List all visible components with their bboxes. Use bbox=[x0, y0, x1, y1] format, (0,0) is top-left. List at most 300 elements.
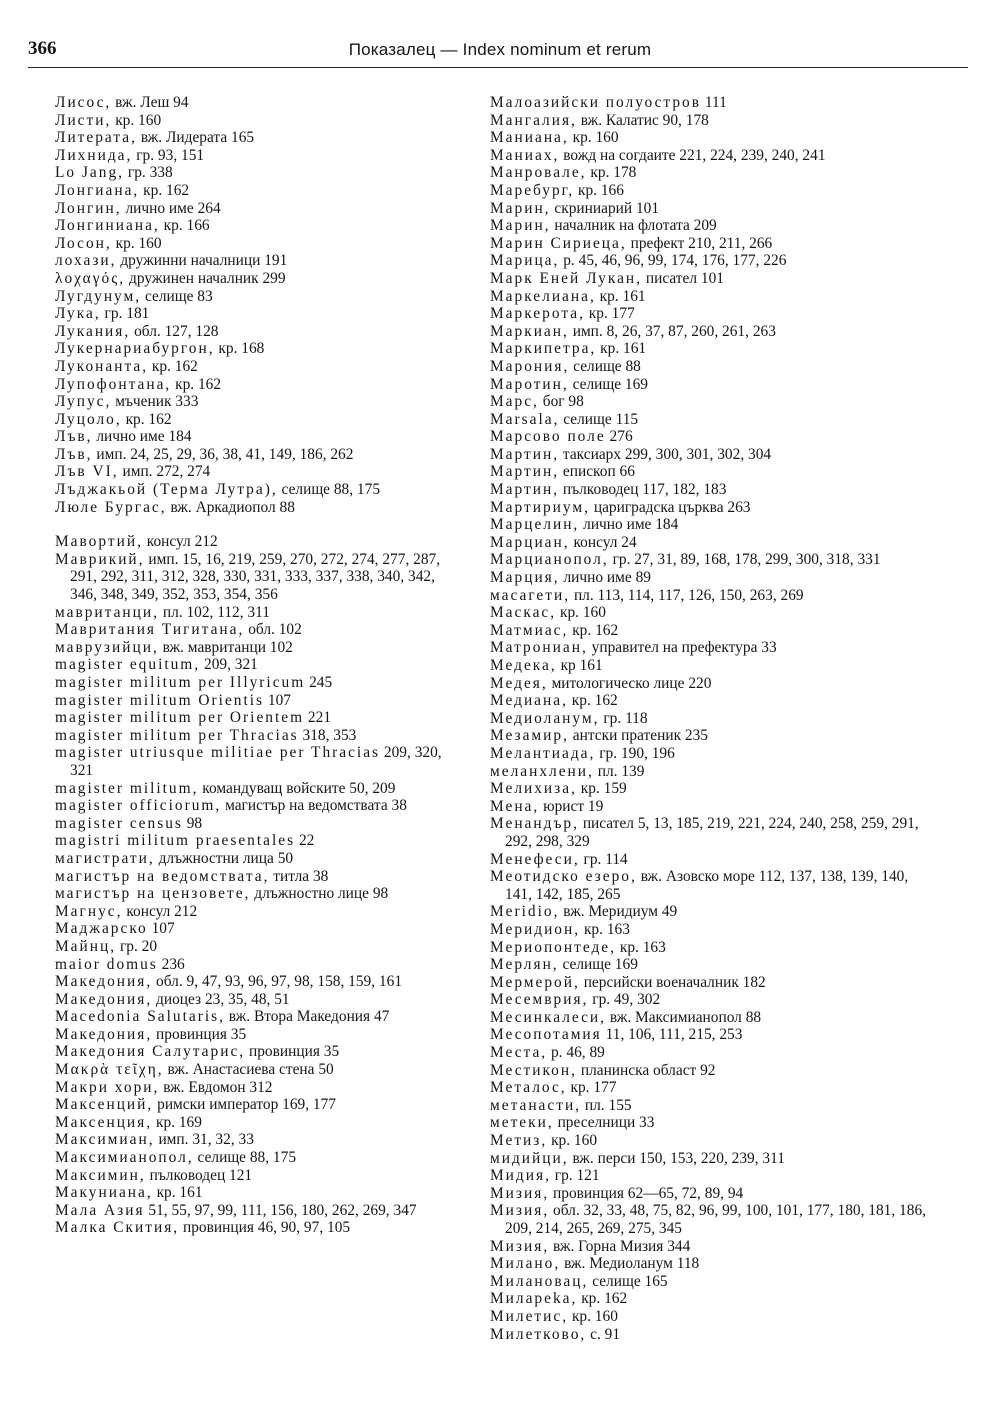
entry-headword: магистър на цензовете, bbox=[55, 885, 251, 903]
entry-headword: Метиз, bbox=[490, 1132, 548, 1150]
entry-headword: Μακρὰ τεῖχη, bbox=[55, 1061, 164, 1079]
entry-headword: λοχαγός, bbox=[55, 269, 126, 287]
index-entry bbox=[55, 832, 465, 850]
index-entry bbox=[490, 657, 928, 675]
entry-references: юрист 19 bbox=[543, 797, 604, 815]
entry-references: преселници 33 bbox=[557, 1114, 655, 1132]
entry-references: селище 169 bbox=[572, 375, 648, 393]
entry-references: управител на префектура 33 bbox=[591, 639, 777, 657]
index-entry bbox=[55, 973, 465, 991]
index-entry bbox=[55, 1202, 465, 1220]
entry-references: пълководец 121 bbox=[149, 1166, 253, 1184]
entry-headword: меланхлени, bbox=[490, 762, 594, 780]
entry-headword: Майнц, bbox=[55, 937, 117, 955]
entry-headword: Марк Еней Лукан, bbox=[490, 269, 642, 287]
index-entry bbox=[490, 164, 928, 182]
entry-headword: Мидия, bbox=[490, 1167, 551, 1185]
entry-headword: magister equitum, bbox=[55, 656, 201, 674]
entry-headword: Мерлян, bbox=[490, 956, 559, 974]
index-entry bbox=[55, 164, 465, 182]
index-entry bbox=[55, 200, 465, 218]
entry-headword: Мизия, bbox=[490, 1184, 550, 1202]
index-entry bbox=[490, 851, 928, 869]
entry-references: антски пратеник 235 bbox=[572, 727, 708, 745]
index-entry bbox=[490, 622, 928, 640]
entry-headword: Милетис, bbox=[490, 1307, 569, 1325]
entry-headword: Матрониан, bbox=[490, 639, 588, 657]
entry-headword: Марцианопол, bbox=[490, 551, 609, 569]
entry-references: 107 bbox=[267, 691, 291, 709]
index-entry bbox=[490, 956, 928, 974]
entry-headword: Lo Jang, bbox=[55, 164, 125, 182]
entry-references: планинска област 92 bbox=[580, 1061, 716, 1079]
entry-headword: масагети, bbox=[490, 586, 571, 604]
page-number: 366 bbox=[28, 38, 57, 59]
entry-headword: Месемврия, bbox=[490, 991, 589, 1009]
index-entry bbox=[490, 1308, 928, 1326]
index-entry bbox=[490, 1202, 928, 1237]
index-entry bbox=[490, 376, 928, 394]
entry-references: префект 210, 211, 266 bbox=[630, 234, 773, 252]
index-entry bbox=[55, 182, 465, 200]
index-entry bbox=[490, 235, 928, 253]
entry-references: гр. 190, 196 bbox=[599, 744, 675, 762]
entry-headword: Местикон, bbox=[490, 1061, 577, 1079]
entry-headword: Марин, bbox=[490, 217, 551, 235]
entry-references: пл. 139 bbox=[597, 762, 645, 780]
entry-headword: Лукернариабургон, bbox=[55, 340, 215, 358]
entry-headword: Лонгин, bbox=[55, 199, 122, 217]
entry-headword: Максенций, bbox=[55, 1096, 154, 1114]
index-entry bbox=[55, 411, 465, 429]
entry-references: лично име 264 bbox=[125, 199, 221, 217]
entry-references: вж. Калатис 90, 178 bbox=[580, 111, 709, 129]
entry-references: 11, 106, 111, 215, 253 bbox=[605, 1026, 743, 1044]
entry-references: вж. Меридиум 49 bbox=[563, 903, 678, 921]
index-entry bbox=[490, 903, 928, 921]
entry-references: титла 38 bbox=[273, 867, 329, 885]
entry-references: таксиарх 299, 300, 301, 302, 304 bbox=[562, 445, 772, 463]
entry-references: командуващ войските 50, 209 bbox=[202, 779, 396, 797]
entry-headword: Луконанта, bbox=[55, 357, 149, 375]
index-entry bbox=[55, 94, 465, 112]
entry-headword: Маниах, bbox=[490, 146, 560, 164]
entry-references: римски император 169, 177 bbox=[157, 1096, 336, 1114]
index-entry bbox=[55, 604, 465, 622]
entry-headword: maior domus bbox=[55, 955, 158, 973]
entry-references: имп. 15, 16, 219, 259, 270, 272, 274, 277, 287, 291, 292, 311, 312, 328, 330, 331, 333, 337, 338, 340, 342, 346, 348, 349, 352, 353, 354, 356 bbox=[70, 550, 441, 604]
entry-headword: Мизия, bbox=[490, 1202, 550, 1220]
entry-references: гр. 181 bbox=[104, 305, 150, 323]
index-entry bbox=[490, 463, 928, 481]
entry-headword: Македония, bbox=[55, 1025, 153, 1043]
entry-references: кр. 162 bbox=[581, 1290, 628, 1308]
entry-references: имп. 24, 25, 29, 36, 38, 41, 149, 186, 262 bbox=[96, 445, 354, 463]
index-entry bbox=[490, 587, 928, 605]
entry-headword: маврузийци, bbox=[55, 638, 159, 656]
entry-headword: Лонгиниана, bbox=[55, 217, 160, 235]
index-entry bbox=[490, 428, 928, 446]
entry-references: 209, 320, 321 bbox=[70, 744, 442, 779]
entry-references: селище 88, 175 bbox=[281, 481, 381, 499]
index-entry bbox=[490, 798, 928, 816]
index-entry bbox=[490, 1326, 928, 1344]
index-entry bbox=[490, 569, 928, 587]
entry-references: вж. Медиоланум 118 bbox=[564, 1255, 700, 1273]
entry-references: писател 5, 13, 185, 219, 221, 224, 240, 258, 259, 291, 292, 298, 329 bbox=[505, 815, 919, 850]
entry-references: гр. 338 bbox=[127, 164, 173, 182]
entry-references: селище 88 bbox=[573, 357, 641, 375]
entry-headword: magistri militum praesentales bbox=[55, 832, 296, 850]
index-entry bbox=[55, 674, 465, 692]
entry-headword: Маркелиана, bbox=[490, 287, 596, 305]
index-entry bbox=[55, 147, 465, 165]
entry-headword: Милановац, bbox=[490, 1272, 589, 1290]
index-entry bbox=[55, 991, 465, 1009]
entry-references: кр. 162 bbox=[151, 357, 198, 375]
index-entry bbox=[490, 727, 928, 745]
index-entry bbox=[55, 288, 465, 306]
entry-references: вж. Горна Мизия 344 bbox=[553, 1237, 691, 1255]
entry-headword: Лугдунум, bbox=[55, 287, 142, 305]
index-entry bbox=[490, 499, 928, 517]
entry-headword: Мена, bbox=[490, 797, 540, 815]
entry-headword: Марцелин, bbox=[490, 516, 580, 534]
index-entry bbox=[55, 1026, 465, 1044]
entry-references: кр. 160 bbox=[115, 234, 162, 252]
index-entry bbox=[490, 94, 928, 112]
index-entry bbox=[490, 305, 928, 323]
entry-references: кр. 177 bbox=[570, 1079, 617, 1097]
index-entry bbox=[55, 1184, 465, 1202]
index-entry bbox=[490, 217, 928, 235]
entry-references: кр. 160 bbox=[115, 111, 162, 129]
entry-references: р. 45, 46, 96, 99, 174, 176, 177, 226 bbox=[563, 252, 787, 270]
entry-headword: Металос, bbox=[490, 1079, 567, 1097]
entry-headword: Meridio, bbox=[490, 903, 560, 921]
entry-headword: Месопотамия bbox=[490, 1026, 602, 1044]
entry-references: 51, 55, 97, 99, 111, 156, 180, 262, 269, 347 bbox=[148, 1201, 417, 1219]
entry-headword: Максимин, bbox=[55, 1166, 146, 1184]
index-entry bbox=[490, 1026, 928, 1044]
entry-headword: Места, bbox=[490, 1044, 548, 1062]
index-entry bbox=[55, 885, 465, 903]
entry-headword: Мангалия, bbox=[490, 111, 577, 129]
entry-references: селище 165 bbox=[592, 1272, 668, 1290]
index-entry bbox=[55, 1114, 465, 1132]
entry-references: гр. 27, 31, 89, 168, 178, 299, 300, 318, 331 bbox=[612, 551, 881, 569]
index-entry bbox=[490, 991, 928, 1009]
entry-references: вж. Анастасиева стена 50 bbox=[167, 1061, 334, 1079]
entry-headword: Лука, bbox=[55, 305, 101, 323]
entry-headword: Макри хори, bbox=[55, 1078, 160, 1096]
entry-references: 107 bbox=[151, 920, 175, 938]
entry-headword: Милареka, bbox=[490, 1290, 578, 1308]
index-entry bbox=[55, 358, 465, 376]
entry-headword: Манровале, bbox=[490, 164, 587, 182]
entry-headword: Маджарско bbox=[55, 920, 148, 938]
entry-references: персийски военачалник 182 bbox=[583, 973, 766, 991]
entry-references: р. 46, 89 bbox=[550, 1044, 605, 1062]
index-entry bbox=[490, 1114, 928, 1132]
index-entry bbox=[55, 744, 465, 779]
entry-references: селище 83 bbox=[145, 287, 213, 305]
entry-references: кр. 162 bbox=[125, 410, 172, 428]
entry-references: кр. 160 bbox=[559, 604, 606, 622]
entry-headword: Марция, bbox=[490, 569, 560, 587]
entry-headword: Macedonia Salutaris, bbox=[55, 1008, 225, 1026]
index-entry bbox=[55, 1219, 465, 1237]
entry-headword: Меотидско езеро, bbox=[490, 868, 637, 886]
index-entry bbox=[55, 340, 465, 358]
entry-references: 236 bbox=[161, 955, 185, 973]
entry-headword: Мелихиза, bbox=[490, 780, 577, 798]
index-entry bbox=[490, 112, 928, 130]
entry-headword: Магнус, bbox=[55, 902, 123, 920]
index-entry bbox=[490, 340, 928, 358]
header-rule bbox=[28, 67, 968, 68]
index-entry bbox=[55, 428, 465, 446]
entry-references: писател 101 bbox=[645, 269, 724, 287]
entry-references: кр. 160 bbox=[571, 1307, 618, 1325]
entry-references: гр. 118 bbox=[603, 709, 648, 727]
index-entry bbox=[490, 1044, 928, 1062]
entry-headword: Максимианопол, bbox=[55, 1149, 194, 1167]
entry-references: 98 bbox=[186, 814, 203, 832]
entry-headword: Марония, bbox=[490, 357, 570, 375]
entry-references: вж. Евдомон 312 bbox=[163, 1078, 273, 1096]
entry-headword: Литерата, bbox=[55, 129, 137, 147]
entry-references: консул 212 bbox=[146, 533, 218, 551]
entry-headword: Лъв, bbox=[55, 445, 93, 463]
entry-references: вж. Лидерата 165 bbox=[140, 129, 255, 147]
entry-headword: Маребург, bbox=[490, 181, 575, 199]
entry-references: пълководец 117, 182, 183 bbox=[562, 481, 727, 499]
entry-headword: метанасти, bbox=[490, 1096, 582, 1114]
entry-references: кр. 161 bbox=[600, 340, 647, 358]
entry-headword: Менефеси, bbox=[490, 850, 580, 868]
index-entry bbox=[55, 797, 465, 815]
entry-references: длъжностни лица 50 bbox=[158, 849, 294, 867]
entry-references: консул 212 bbox=[126, 902, 198, 920]
entry-headword: Марсово поле bbox=[490, 428, 606, 446]
entry-references: обл. 102 bbox=[248, 621, 302, 639]
entry-references: кр. 162 bbox=[143, 181, 190, 199]
entry-headword: Листи, bbox=[55, 111, 112, 129]
index-entry bbox=[55, 499, 465, 517]
entry-references: кр. 166 bbox=[577, 181, 624, 199]
entry-references: селище 88, 175 bbox=[197, 1149, 297, 1167]
entry-headword: Мизия, bbox=[490, 1237, 550, 1255]
entry-references: провинция 35 bbox=[249, 1043, 340, 1061]
index-entry bbox=[490, 868, 928, 903]
index-entry bbox=[490, 974, 928, 992]
entry-references: вж. Азовско море 112, 137, 138, 139, 140, 141, 142, 185, 265 bbox=[505, 868, 909, 903]
entry-headword: Маркиан, bbox=[490, 322, 569, 340]
entry-references: началник на флотата 209 bbox=[554, 217, 717, 235]
entry-headword: Мала Азия bbox=[55, 1201, 145, 1219]
entry-references: 276 bbox=[609, 428, 633, 446]
index-entry bbox=[55, 727, 465, 745]
index-entry bbox=[55, 656, 465, 674]
entry-headword: Македония, bbox=[55, 990, 153, 1008]
entry-references: вожд на согдаите 221, 224, 239, 240, 241 bbox=[563, 146, 826, 164]
index-entry bbox=[55, 393, 465, 411]
index-entry bbox=[490, 939, 928, 957]
entry-headword: Макуниана, bbox=[55, 1184, 153, 1202]
entry-references: 245 bbox=[309, 674, 333, 691]
entry-headword: Марциан, bbox=[490, 533, 570, 551]
entry-headword: Малка Скития, bbox=[55, 1219, 180, 1237]
entry-references: провинция 35 bbox=[156, 1025, 247, 1043]
entry-references: диоцез 23, 35, 48, 51 bbox=[156, 990, 290, 1008]
index-entry bbox=[55, 920, 465, 938]
entry-headword: Менандър, bbox=[490, 815, 579, 833]
entry-headword: magister militum, bbox=[55, 779, 199, 797]
entry-references: 221 bbox=[307, 709, 332, 727]
index-entry bbox=[490, 252, 928, 270]
entry-headword: Матмиас, bbox=[490, 621, 569, 639]
entry-headword: Мартин, bbox=[490, 463, 560, 481]
index-entry bbox=[490, 604, 928, 622]
entry-headword: Меридион, bbox=[490, 920, 581, 938]
entry-references: 318, 353 bbox=[302, 726, 357, 744]
entry-headword: Мартириум, bbox=[490, 498, 590, 516]
entry-headword: Марин, bbox=[490, 199, 551, 217]
entry-references: кр. 162 bbox=[175, 375, 222, 393]
index-entry bbox=[55, 376, 465, 394]
entry-references: селище 169 bbox=[562, 956, 638, 974]
index-entry bbox=[55, 815, 465, 833]
index-entry bbox=[490, 1150, 928, 1168]
index-entry bbox=[55, 270, 465, 288]
index-entry bbox=[490, 534, 928, 552]
entry-headword: Марс, bbox=[490, 393, 539, 411]
entry-references: селище 115 bbox=[563, 410, 639, 428]
index-entry bbox=[490, 1167, 928, 1185]
entry-references: бог 98 bbox=[542, 393, 584, 411]
index-entry bbox=[490, 1132, 928, 1150]
entry-references: кр. 162 bbox=[571, 692, 618, 710]
entry-headword: Мартин, bbox=[490, 445, 560, 463]
entry-references: гр. 49, 302 bbox=[592, 991, 661, 1009]
entry-headword: Лосон, bbox=[55, 234, 112, 252]
index-entry bbox=[55, 621, 465, 639]
index-entry bbox=[55, 780, 465, 798]
entry-headword: magister officiorum, bbox=[55, 797, 222, 815]
index-entry bbox=[490, 147, 928, 165]
entry-headword: Медиоланум, bbox=[490, 709, 600, 727]
entry-headword: Месинкалеси, bbox=[490, 1008, 607, 1026]
entry-references: 209, 321 bbox=[204, 656, 258, 674]
index-entry bbox=[55, 129, 465, 147]
entry-references: вж. Максимианопол 88 bbox=[609, 1008, 762, 1026]
index-entry bbox=[490, 780, 928, 798]
entry-headword: мавританци, bbox=[55, 603, 159, 621]
entry-headword: magister census bbox=[55, 814, 183, 832]
entry-references: пл. 113, 114, 117, 126, 150, 263, 269 bbox=[573, 586, 804, 604]
index-entry bbox=[490, 710, 928, 728]
entry-references: имп. 8, 26, 37, 87, 260, 261, 263 bbox=[572, 322, 776, 340]
entry-headword: Мезамир, bbox=[490, 727, 569, 745]
index-entry bbox=[55, 868, 465, 886]
entry-references: обл. 9, 47, 93, 96, 97, 98, 158, 159, 161 bbox=[156, 973, 403, 991]
index-entry bbox=[490, 358, 928, 376]
entry-headword: Медека, bbox=[490, 657, 557, 674]
entry-headword: Мериопонтеде, bbox=[490, 938, 616, 956]
entry-headword: Marsala, bbox=[490, 410, 560, 428]
index-entry bbox=[55, 235, 465, 253]
index-entry bbox=[490, 675, 928, 693]
index-entry bbox=[490, 1062, 928, 1080]
entry-headword: Лонгиана, bbox=[55, 181, 140, 199]
index-entry bbox=[490, 1238, 928, 1256]
entry-references: дружинен началник 299 bbox=[129, 269, 286, 287]
index-entry bbox=[490, 1290, 928, 1308]
entry-references: имп. 272, 274 bbox=[122, 463, 211, 481]
entry-headword: Лупофонтана, bbox=[55, 375, 172, 393]
index-entry bbox=[55, 1079, 465, 1097]
entry-references: мъченик 333 bbox=[115, 393, 199, 411]
entry-headword: метеки, bbox=[490, 1114, 554, 1132]
entry-references: гр. 121 bbox=[554, 1167, 600, 1185]
entry-headword: magister militum per Thracias bbox=[55, 726, 299, 744]
entry-references: пл. 102, 112, 311 bbox=[162, 603, 270, 621]
index-entry bbox=[55, 217, 465, 235]
index-entry bbox=[490, 129, 928, 147]
index-entry bbox=[55, 639, 465, 657]
entry-references: епископ 66 bbox=[562, 463, 635, 481]
entry-references: скриниарий 101 bbox=[554, 199, 660, 217]
index-entry bbox=[490, 1097, 928, 1115]
index-entry bbox=[490, 815, 928, 850]
entry-references: кр. 160 bbox=[572, 129, 619, 147]
entry-references: длъжностно лице 98 bbox=[254, 885, 389, 903]
entry-headword: Марица, bbox=[490, 252, 560, 270]
entry-headword: Мелантиада, bbox=[490, 744, 596, 762]
entry-headword: Македония, bbox=[55, 973, 153, 991]
entry-headword: magister utriusque militiae per Thracias bbox=[55, 744, 381, 762]
index-column-right bbox=[490, 94, 928, 1343]
entry-headword: мидийци, bbox=[490, 1149, 569, 1167]
entry-headword: Мартин, bbox=[490, 481, 560, 499]
entry-references: кр. 163 bbox=[619, 938, 666, 956]
entry-references: магистър на ведомствата 38 bbox=[225, 797, 407, 815]
index-entry bbox=[55, 1061, 465, 1079]
entry-headword: Македония Салутарис, bbox=[55, 1043, 246, 1061]
entry-references: 22 bbox=[298, 832, 315, 850]
index-entry bbox=[490, 763, 928, 781]
index-entry bbox=[55, 481, 465, 499]
index-entry bbox=[55, 692, 465, 710]
entry-references: пл. 155 bbox=[584, 1096, 632, 1114]
entry-references: кр. 161 bbox=[156, 1184, 203, 1202]
index-entry bbox=[55, 252, 465, 270]
index-entry bbox=[55, 850, 465, 868]
entry-headword: лохази, bbox=[55, 252, 117, 270]
entry-headword: Люле Бургас, bbox=[55, 498, 167, 516]
entry-references: консул 24 bbox=[573, 533, 637, 551]
entry-references: гр. 114 bbox=[583, 850, 628, 868]
entry-headword: Максимиан, bbox=[55, 1131, 155, 1149]
index-entry bbox=[490, 516, 928, 534]
entry-references: вж. перси 150, 153, 220, 239, 311 bbox=[572, 1149, 785, 1167]
entry-references: кр. 160 bbox=[551, 1132, 598, 1150]
entry-headword: Луцоло, bbox=[55, 410, 122, 428]
index-entry bbox=[55, 1131, 465, 1149]
entry-references: кр. 159 bbox=[580, 780, 627, 798]
index-entry bbox=[490, 288, 928, 306]
